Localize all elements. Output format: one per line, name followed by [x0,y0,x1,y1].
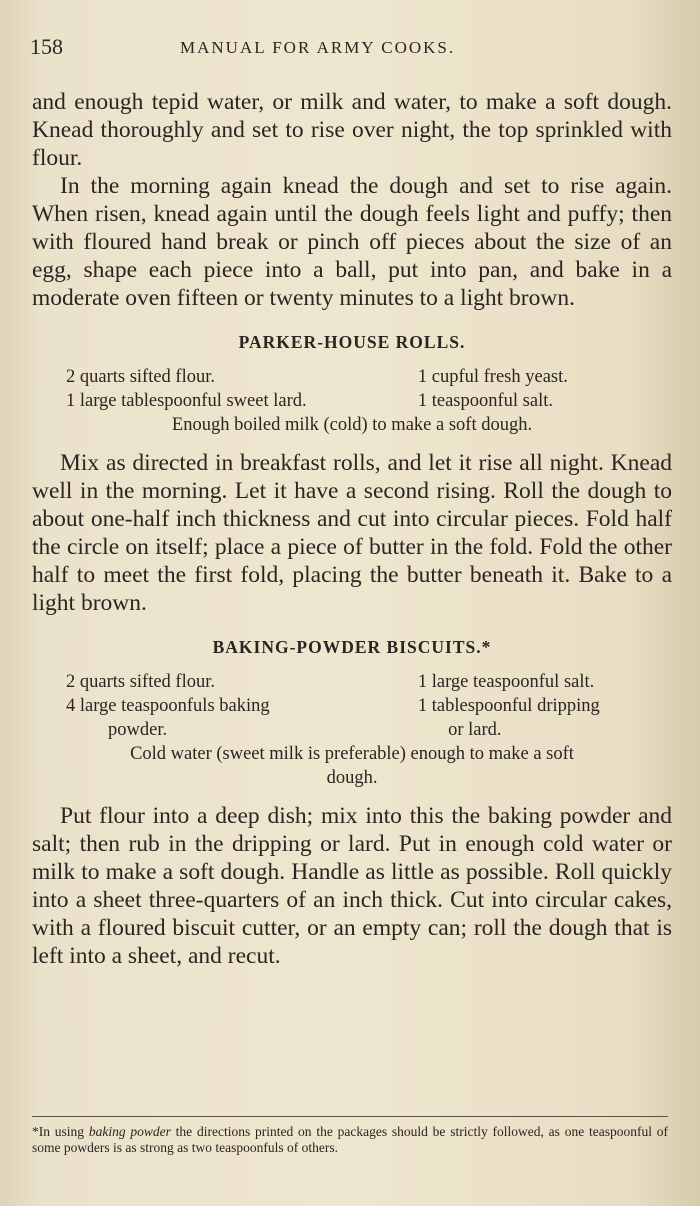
footnote [32,1124,668,1156]
ingredient-water-cont: dough. [326,768,378,788]
ingredient-flour: 2 quarts sifted flour. [66,367,216,387]
ingredient-salt: 1 large teaspoonful salt. [417,672,595,692]
running-head: MANUAL FOR ARMY COOKS. [180,38,456,57]
footnote-text-end: the directions printed on the packages should be strictly followed, as one teaspoonful of some powders is as strong as two teaspoonfuls of others. [32,1124,668,1155]
ingredient-baking-powder-cont: powder. [108,720,168,740]
page-content [32,88,672,970]
recipe-title-parker-house: PARKER-HOUSE ROLLS. [238,332,466,352]
ingredient-flour: 2 quarts sifted flour. [66,672,216,692]
recipe-title-biscuits: BAKING-POWDER BISCUITS.* [212,637,492,657]
ingredients-parker-house [32,365,672,437]
footnote-marker: * [32,1124,39,1139]
parker-house-directions: Mix as directed in breakfast rolls, and let it rise all night. Knead well in the morning. Let it have a second rising. Roll the dough to about one-half inch thickness and cut into circular pieces. Fold half the circle on itself; place a piece of butter in the fold. Fold the other half to meet the first fold, placing the butter beneath it. Bake to a light brown. [32,450,672,616]
ingredient-row [32,670,672,694]
ingredient-water: Cold water (sweet milk is preferable) enough to make a soft [130,744,574,764]
ingredient-row [32,365,672,389]
footnote-divider [32,1116,668,1117]
ingredient-row [32,694,672,718]
biscuits-directions: Put flour into a deep dish; mix into this the baking powder and salt; then rub in the dripping or lard. Put in enough cold water or milk to make a soft dough. Handle as little as possible. Roll quickly into a sheet three-quarters of an inch thick. Cut into circular cakes, with a floured biscuit cutter, or an empty can; roll the dough that is left into a sheet, and recut. [32,803,672,969]
ingredient-salt: 1 teaspoonful salt. [417,391,554,411]
continuation-paragraph: and enough tepid water, or milk and water, to make a soft dough. Knead thoroughly and set to rise over night, the top sprinkled with flour. [32,89,672,171]
page-header [30,34,670,64]
morning-paragraph: In the morning again knead the dough and set to rise again. When risen, knead again until the dough feels light and puffy; then with floured hand break or pinch off pieces about the size of an egg, shape each piece into a ball, put into pan, and bake in a moderate oven fifteen or twenty minutes to a light brown. [32,173,672,311]
ingredient-dripping-cont: or lard. [448,720,502,740]
ingredient-baking-powder: 4 large teaspoonfuls baking [66,696,270,716]
ingredient-milk: Enough boiled milk (cold) to make a soft dough. [171,415,533,435]
ingredient-yeast: 1 cupful fresh yeast. [417,367,568,387]
ingredient-row [32,389,672,413]
footnote-italic: baking powder [88,1124,171,1139]
footnote-text-start: In using [38,1124,89,1139]
ingredient-row [32,718,672,742]
ingredient-dripping: 1 tablespoonful dripping [417,696,600,716]
ingredient-lard: 1 large tablespoonful sweet lard. [66,391,307,411]
page-number: 158 [30,34,63,59]
ingredients-biscuits [32,670,672,790]
